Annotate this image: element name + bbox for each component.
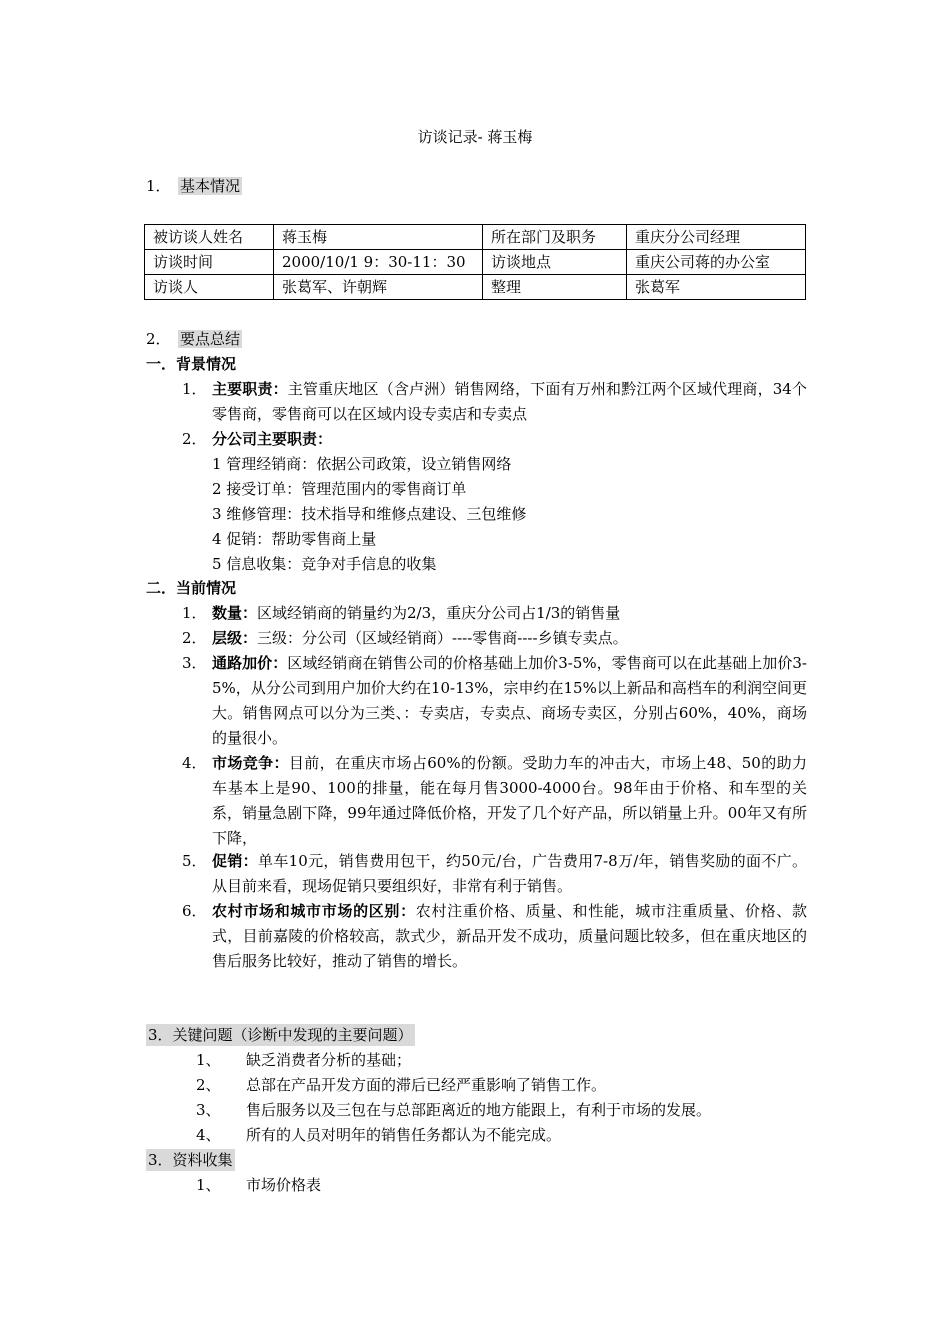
section-label: 要点总结 <box>180 330 241 348</box>
list-item: 2． 分公司主要职责： <box>182 430 333 448</box>
table-row <box>145 250 806 275</box>
document-title: 访谈记录- 蒋玉梅 <box>417 128 533 146</box>
duty-item: 2 接受订单：管理范围内的零售商订单 <box>212 480 467 498</box>
section-label: 基本情况 <box>180 177 241 195</box>
list-item: 2、 总部在产品开发方面的滞后已经严重影响了销售工作。 <box>196 1076 607 1094</box>
section-label: 3．资料收集 <box>148 1151 233 1169</box>
table-cell: 张葛军、许朝辉 <box>274 275 483 300</box>
list-item: 3． 通路加价：区域经销商在销售公司的价格基础上加价3-5%，零售商可以在此基础上加价3-5%，从分公司到用户加价大约在10-13%，宗申约在15%以上新品和高档车的利润空间更大。销售网点可以分为三类、：专卖店，专卖点、商场专卖区，分别占60%，40%，商场的量很小。 <box>182 654 807 747</box>
duty-item: 1 管理经销商：依据公司政策，设立销售网络 <box>212 455 512 473</box>
section-number: 1． <box>146 177 171 195</box>
table-row <box>145 275 806 300</box>
list-item: 4． 市场竞争：目前，在重庆市场占60%的份额。受助力车的冲击大，市场上48、50的助力车基本上是90、100的排量，能在每月售3000-4000台。98年由于价格、和车型的关系，销量急剧下降，99年通过降低价格，开发了几个好产品，所以销量上升。00年又有所下降， <box>182 754 807 847</box>
table-cell: 重庆分公司经理 <box>627 225 806 250</box>
section-basic-info <box>146 175 242 197</box>
list-item: 5． 促销：单车10元，销售费用包干，约50元/台，广告费用7-8万/年，销售奖励的面不广。从目前来看，现场促销只要组织好，非常有利于销售。 <box>182 852 807 895</box>
table-cell: 访谈人 <box>145 275 274 300</box>
section-summary <box>146 328 242 350</box>
list-item: 1、 市场价格表 <box>196 1176 322 1194</box>
list-item: 2． 层级：三级：分公司（区域经销商）----零售商----乡镇专卖点。 <box>182 629 628 647</box>
duty-item: 5 信息收集：竞争对手信息的收集 <box>212 555 437 573</box>
list-item: 4、 所有的人员对明年的销售任务都认为不能完成。 <box>196 1126 562 1144</box>
list-item: 3、 售后服务以及三包在与总部距离近的地方能跟上，有利于市场的发展。 <box>196 1101 712 1119</box>
duty-item: 3 维修管理：技术指导和维修点建设、三包维修 <box>212 505 527 523</box>
list-item: 1、 缺乏消费者分析的基础； <box>196 1051 412 1069</box>
table-cell: 被访谈人姓名 <box>145 225 274 250</box>
table-cell: 访谈时间 <box>145 250 274 275</box>
table-cell: 蒋玉梅 <box>274 225 483 250</box>
section-number: 2． <box>146 330 171 348</box>
subheading-background: 一．背景情况 <box>146 355 237 373</box>
table-cell: 访谈地点 <box>483 250 627 275</box>
section-key-issues <box>146 1024 415 1046</box>
list-item: 1． 数量：区域经销商的销量约为2/3，重庆分公司占1/3的销售量 <box>182 604 621 622</box>
section-label: 3．关键问题（诊断中发现的主要问题） <box>148 1026 413 1044</box>
table-cell: 张葛军 <box>627 275 806 300</box>
list-item: 1． 主要职责：主管重庆地区（含卢洲）销售网络，下面有万州和黔江两个区域代理商，34个零售商，零售商可以在区域内设专卖店和专卖点 <box>182 380 807 423</box>
subheading-current: 二．当前情况 <box>146 579 237 597</box>
duty-item: 4 促销：帮助零售商上量 <box>212 530 377 548</box>
interview-info-table <box>144 224 806 300</box>
section-materials <box>146 1149 235 1171</box>
table-cell: 重庆公司蒋的办公室 <box>627 250 806 275</box>
list-item: 6． 农村市场和城市市场的区别：农村注重价格、质量、和性能，城市注重质量、价格、款式，目前嘉陵的价格较高，款式少，新品开发不成功，质量问题比较多，但在重庆地区的售后服务比较好，推动了销售的增长。 <box>182 902 807 970</box>
table-cell: 所在部门及职务 <box>483 225 627 250</box>
table-cell: 2000/10/1 9：30-11：30 <box>274 250 483 275</box>
table-cell: 整理 <box>483 275 627 300</box>
table-row <box>145 225 806 250</box>
